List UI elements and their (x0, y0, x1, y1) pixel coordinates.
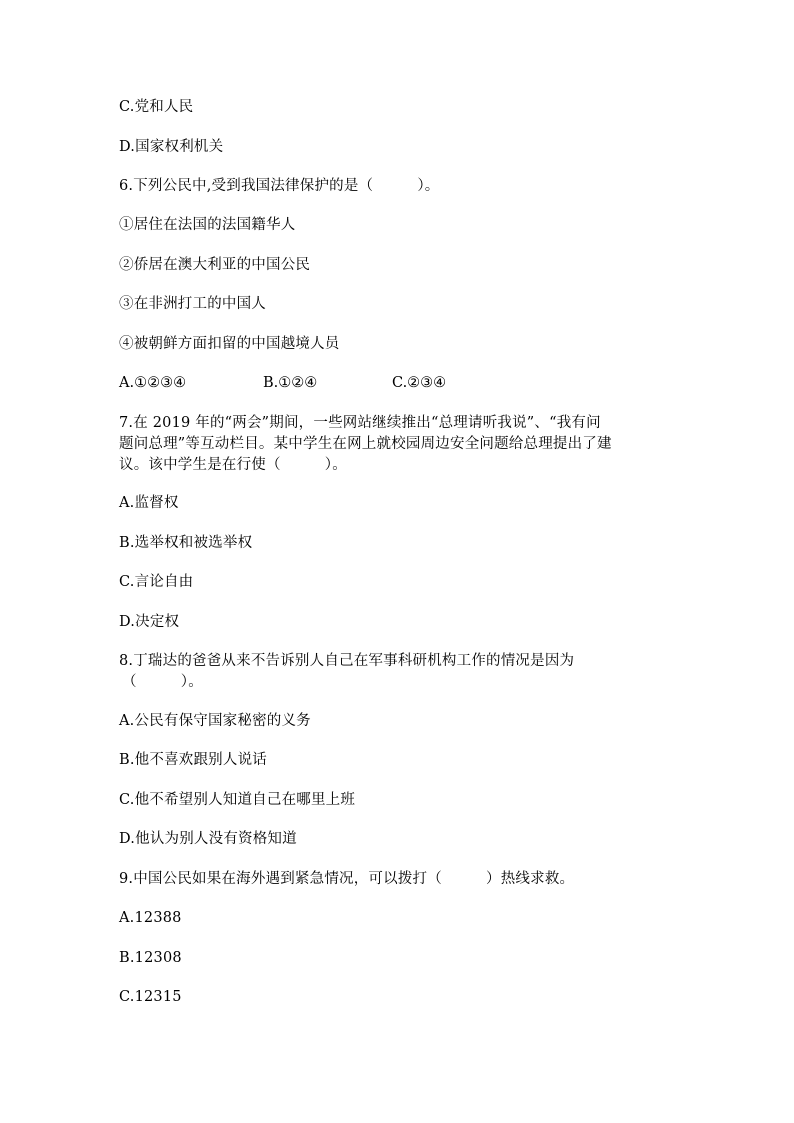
question-6-item-1: ①居住在法国的法国籍华人 (119, 217, 296, 233)
question-5-option-d: D.国家权利机关 (119, 139, 224, 155)
question-7-option-a: A.监督权 (119, 495, 179, 511)
question-6-item-3: ③在非洲打工的中国人 (119, 296, 266, 312)
question-7-stem-line-2: 题问总理”等互动栏目。某中学生在网上就校园周边安全问题给总理提出了建 (119, 436, 612, 452)
question-7-option-b: B.选举权和被选举权 (119, 535, 253, 551)
question-8-stem-line-1: 8.丁瑞达的爸爸从来不告诉别人自己在军事科研机构工作的情况是因为 (119, 653, 575, 669)
question-6-stem: 6.下列公民中,受到我国法律保护的是（ ）。 (119, 178, 440, 194)
question-6-option-c: C.②③④ (392, 375, 447, 391)
question-7-stem-line-3: 议。该中学生是在行使（ ）。 (119, 457, 347, 473)
question-6-item-4: ④被朝鲜方面扣留的中国越境人员 (119, 336, 340, 352)
question-9-stem: 9.中国公民如果在海外遇到紧急情况，可以拨打（ ）热线求救。 (119, 871, 575, 887)
question-8-stem-line-2: （ ）。 (122, 674, 203, 690)
question-8-option-d: D.他认为别人没有资格知道 (119, 831, 297, 847)
question-9-option-a: A.12388 (119, 910, 182, 926)
question-7-stem-line-1: 7.在 2019 年的“两会”期间，一些网站继续推出“总理请听我说”、“我有问 (119, 415, 601, 431)
question-7-option-d: D.决定权 (119, 614, 180, 630)
question-5-option-c: C.党和人民 (119, 99, 194, 115)
question-6-option-b: B.①②④ (263, 375, 318, 391)
question-7-option-c: C.言论自由 (119, 574, 194, 590)
question-8-option-c: C.他不希望别人知道自己在哪里上班 (119, 792, 356, 808)
question-6-options (119, 373, 679, 393)
question-9-option-b: B.12308 (119, 950, 182, 966)
question-8-option-a: A.公民有保守国家秘密的义务 (119, 713, 311, 729)
question-8-option-b: B.他不喜欢跟别人说话 (119, 752, 267, 768)
question-9-option-c: C.12315 (119, 989, 182, 1005)
question-6-item-2: ②侨居在澳大利亚的中国公民 (119, 257, 311, 273)
question-6-option-a: A.①②③④ (119, 375, 187, 391)
